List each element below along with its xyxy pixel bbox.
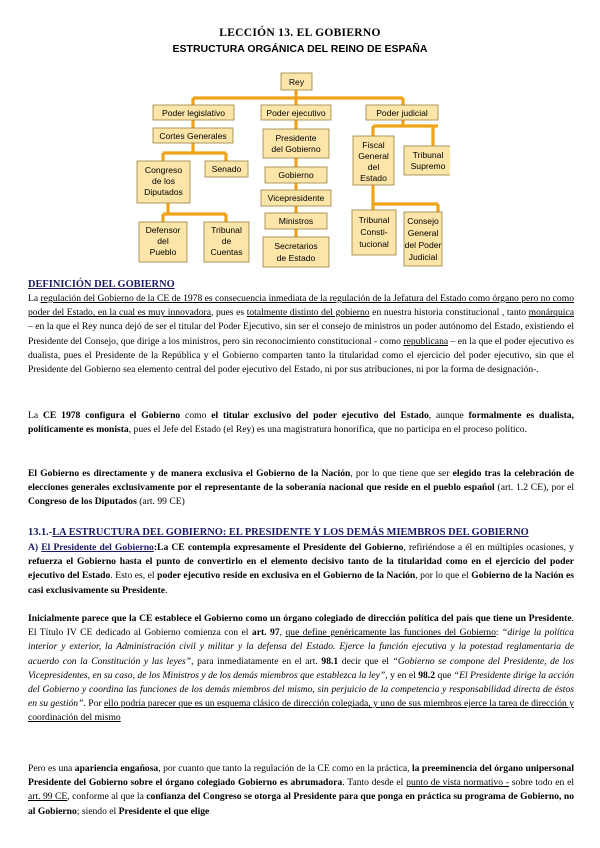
org-box-cgpj (404, 212, 442, 266)
svg-text:Gobierno: Gobierno (278, 170, 314, 180)
svg-text:Poder judicial: Poder judicial (376, 108, 428, 118)
svg-text:Supremo: Supremo (410, 161, 446, 171)
svg-text:Judicial: Judicial (408, 252, 438, 262)
svg-text:Congreso: Congreso (144, 165, 183, 175)
svg-text:Consejo: Consejo (407, 216, 439, 226)
svg-text:de: de (221, 236, 232, 246)
svg-text:de Estado: de Estado (276, 253, 316, 263)
svg-text:Vicepresidente: Vicepresidente (267, 193, 325, 203)
org-box-secretarios (263, 237, 329, 267)
org-box-fiscal-general (353, 136, 394, 185)
svg-text:Tribunal: Tribunal (412, 150, 444, 160)
svg-text:de los: de los (152, 176, 175, 186)
svg-text:Diputados: Diputados (144, 187, 183, 197)
section-heading-definicion: DEFINICIÓN DEL GOBIERNO (28, 279, 175, 290)
paragraph-gobierno-nacion: El Gobierno es directamente y de manera exclusiva el Gobierno de la Nación, por lo que tiene que ser elegido tras la celebración de elecciones generales exclusivamente por el representante de la soberanía nacional que reside en el pueblo español (art. 1.2 CE), por el Congreso de los Diputados (art. 99 CE) (28, 468, 575, 508)
org-chart (130, 66, 450, 274)
svg-text:Presidente: Presidente (275, 133, 317, 143)
org-label-rey: Rey (288, 77, 305, 87)
org-box-cortes-generales (153, 128, 233, 143)
org-box-tribunal-supremo (404, 146, 450, 175)
section-heading-estructura: 13.1.-LA ESTRUCTURA DEL GOBIERNO: EL PRESIDENTE Y LOS DEMÁS MIEMBROS DEL GOBIERNO (28, 527, 529, 538)
svg-text:del Gobierno: del Gobierno (271, 144, 321, 154)
paragraph-presidente: A) El Presidente del Gobierno:La CE contempla expresamente el Presidente del Gobierno, refiriéndose a él en múltiples ocasiones, y refuerza el Gobierno hasta el punto de convertirlo en el elemento decisivo tanto de la titularidad como en el ejercicio del poder ejecutivo del Estado. Esto es, el poder ejecutivo reside en exclusiva en el Gobierno de la Nación, por lo que el Gobierno de la Nación es casi exclusivamente su Presidente. (28, 542, 575, 596)
org-box-senado (205, 161, 248, 177)
svg-text:Ministros: Ministros (278, 216, 314, 226)
svg-text:Secretarios: Secretarios (274, 241, 318, 251)
page-title: LECCIÓN 13. EL GOBIERNO (219, 27, 381, 39)
svg-text:General: General (358, 151, 389, 161)
svg-text:Estado: Estado (360, 173, 387, 183)
page-subtitle: ESTRUCTURA ORGÁNICA DEL REINO DE ESPAÑA (172, 43, 428, 55)
svg-text:General: General (407, 228, 439, 238)
svg-text:del Poder: del Poder (404, 240, 442, 250)
org-box-tribunal-de-cuentas (204, 222, 249, 262)
paragraph-regulacion: La regulación del Gobierno de la CE de 1978 es consecuencia inmediata de la regulación de la Jefatura del Estado como órgano pero no como poder del Estado, en la cual es muy innovadora, pues es totalmente distinto del gobierno en nuestra historia constitucional , tanto monárquica – en la que el Rey nunca dejó de ser el titular del Poder Ejecutivo, sin ser el consejo de ministros un poder autónomo del Estado, existiendo el Presidente del Consejo, que dirige a los ministros, pero sin reconocimiento constitucional - como republicana – en la que el poder ejecutivo es dualista, pues el Presidente de la República y el Gobierno comparten tanto la titularidad como el ejercicio del poder ejecutivo, sin que el Presidente del Gobierno sea elemento central del poder ejecutivo del Estado, ni por sus atribuciones, ni por la forma de designación-. (28, 293, 574, 376)
org-box-presidente (263, 129, 329, 158)
paragraph-apariencia: Pero es una apariencia engañosa, por cuanto que tanto la regulación de la CE como en la práctica, la preeminencia del órgano unipersonal Presidente del Gobierno sobre el órgano colegiado Gobierno es abrumadora. Tanto desde el punto de vista normativo - sobre todo en el art. 99 CE, conforme al que la confianza del Congreso se otorga al Presidente para que ponga en práctica su programa de Gobierno, no al Gobierno; siendo el Presidente el que elige (28, 763, 575, 817)
org-box-poder-judicial (366, 105, 438, 120)
org-box-vicepresidente (261, 190, 331, 206)
org-box-poder-legislativo (153, 105, 234, 120)
svg-text:Fiscal: Fiscal (362, 140, 385, 150)
svg-text:Senado: Senado (211, 164, 242, 174)
svg-text:del: del (367, 162, 380, 172)
org-box-rey (281, 73, 312, 90)
paragraph-organo-colegiado: Inicialmente parece que la CE establece el Gobierno como un órgano colegiado de dirección política del país que tiene un Presidente. El Título IV CE dedicado al Gobierno comienza con el art. 97, que define genéricamente las funciones del Gobierno: “dirige la política interior y exterior, la Administración civil y militar y la defensa del Estado. Ejerce la función ejecutiva y la potestad reglamentaria de acuerdo con la Constitución y las leyes”, para inmediatamente en el art. 98.1 decir que el “Gobierno se compone del Presidente, de los Vicepresidentes, en su caso, de los Ministros y de los demás miembros que establezca la ley”, y en el 98.2 que “El Presidente dirige la acción del Gobierno y coordina las funciones de los demás miembros del mismo, sin perjuicio de la competencia y responsabilidad directa de éstos en su gestión”. Por ello podría parecer que es un esquema clásico de dirección colegiada, y uno de sus miembros ejerce la tarea de dirección y coordinación del mismo (28, 613, 575, 724)
svg-text:Pueblo: Pueblo (149, 247, 177, 257)
svg-text:Defensor: Defensor (145, 225, 181, 235)
svg-text:Poder legislativo: Poder legislativo (161, 108, 226, 118)
svg-text:Tribunal: Tribunal (358, 215, 390, 225)
svg-text:Poder ejecutivo: Poder ejecutivo (266, 108, 326, 118)
org-box-ministros (265, 213, 327, 229)
org-box-gobierno (265, 167, 327, 183)
org-box-congreso (137, 161, 190, 203)
paragraph-ce-1978: La CE 1978 configura el Gobierno como el titular exclusivo del poder ejecutivo del Estado, aunque formalmente es dualista, políticamente es monista, pues el Jefe del Estado (el Rey) es una magistratura honorífica, que no participa en el proceso político. (28, 410, 574, 436)
svg-text:Cuentas: Cuentas (210, 247, 243, 257)
svg-text:tucional: tucional (359, 239, 389, 249)
svg-text:Tribunal: Tribunal (211, 225, 242, 235)
org-box-poder-ejecutivo (261, 105, 331, 120)
svg-text:Consti-: Consti- (360, 227, 388, 237)
svg-text:del: del (157, 236, 169, 246)
org-box-tribunal-constitucional (352, 210, 396, 255)
svg-text:Cortes Generales: Cortes Generales (159, 131, 227, 141)
org-box-defensor-del-pueblo (139, 222, 187, 262)
